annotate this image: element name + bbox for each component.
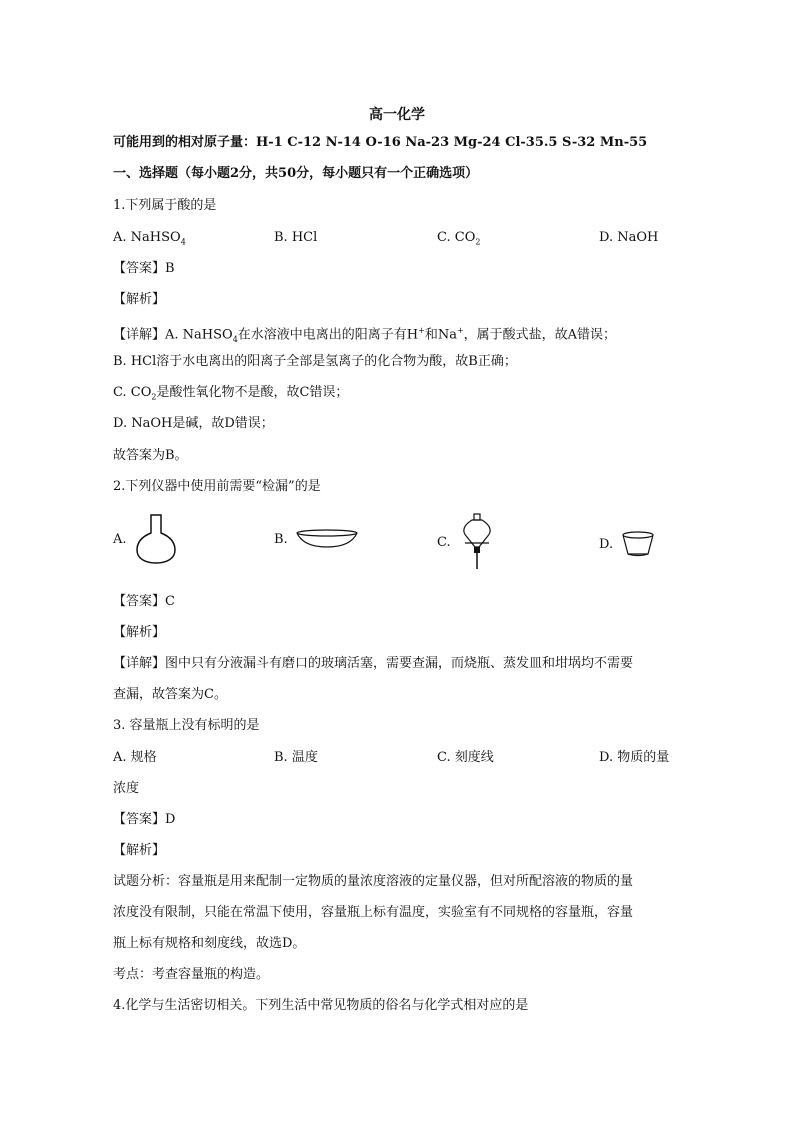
q3-stem: 3. 容量瓶上没有标明的是 <box>113 718 260 733</box>
q4-stem: 4.化学与生活密切相关。下列生活中常见物质的俗名与化学式相对应的是 <box>113 998 529 1013</box>
evaporating-dish-icon <box>294 528 360 550</box>
q2-detail-1: 【详解】图中只有分液漏斗有磨口的玻璃活塞，需要查漏，而烧瓶、蒸发皿和坩埚均不需要 <box>113 656 634 671</box>
q2-option-c: C. <box>437 513 497 571</box>
q3-option-d-continued: 浓度 <box>113 781 140 796</box>
q3-option-c: C. 刻度线 <box>437 750 494 765</box>
q1-detail-2: B. HCl溶于水电离出的阳离子全部是氢离子的化合物为酸，故B正确； <box>113 354 517 369</box>
q1-detail-4: D. NaOH是碱，故D错误； <box>113 416 274 431</box>
q1-detail-3: C. $CO_2$是酸性氧化物不是酸，故C错误； <box>113 385 349 402</box>
q2-analysis-label: 【解析】 <box>113 625 166 640</box>
q3-option-a: A. 规格 <box>113 750 157 765</box>
atomic-masses: 可能用到的相对原子量：H-1 C-12 N-14 O-16 Na-23 Mg-24 Cl-35.5 S-32 Mn-55 <box>113 135 648 150</box>
q3-detail-1: 试题分析：容量瓶是用来配制一定物质的量浓度溶液的定量仪器，但对所配溶液的物质的量 <box>113 874 634 889</box>
q2-option-d: D. <box>599 530 657 558</box>
q1-option-b: B. HCl <box>274 230 318 245</box>
q3-answer: 【答案】D <box>113 812 176 827</box>
q1-answer: 【答案】B <box>113 261 175 276</box>
q2-detail-2: 查漏，故答案为C。 <box>113 687 227 702</box>
q2-option-b: B. <box>274 528 360 550</box>
q1-option-a: A. NaHSO$_4$ <box>113 230 186 247</box>
crucible-icon <box>619 530 657 558</box>
q3-analysis-label: 【解析】 <box>113 843 166 858</box>
q1-detail-1: 【详解】A. NaHSO$_4$在水溶液中电离出的阳离子有H+和Na+，属于酸式盐，故A错误； <box>113 326 617 344</box>
q3-option-b: B. 温度 <box>274 750 318 765</box>
round-bottom-flask-icon <box>133 513 179 565</box>
separatory-funnel-icon <box>457 513 497 571</box>
q1-analysis-label: 【解析】 <box>113 292 166 307</box>
q1-option-c: C. $CO_2$ <box>437 230 481 247</box>
q1-option-d: D. NaOH <box>599 230 659 245</box>
q3-detail-2: 浓度没有限制，只能在常温下使用，容量瓶上标有温度，实验室有不同规格的容量瓶，容量 <box>113 905 634 920</box>
q1-conclusion: 故答案为B。 <box>113 448 188 463</box>
q1-stem: 1.下列属于酸的是 <box>113 198 217 213</box>
section-heading: 一、选择题（每小题2分，共50分，每小题只有一个正确选项） <box>113 166 479 181</box>
q2-answer: 【答案】C <box>113 594 175 609</box>
q3-option-d: D. 物质的量 <box>599 750 670 765</box>
page-title: 高一化学 <box>369 107 425 123</box>
q3-detail-3: 瓶上标有规格和刻度线，故选D。 <box>113 936 306 951</box>
q3-kaodian: 考点：考查容量瓶的构造。 <box>113 967 270 982</box>
q2-option-a: A. <box>113 513 179 565</box>
q2-stem: 2.下列仪器中使用前需要“检漏”的是 <box>113 479 321 494</box>
